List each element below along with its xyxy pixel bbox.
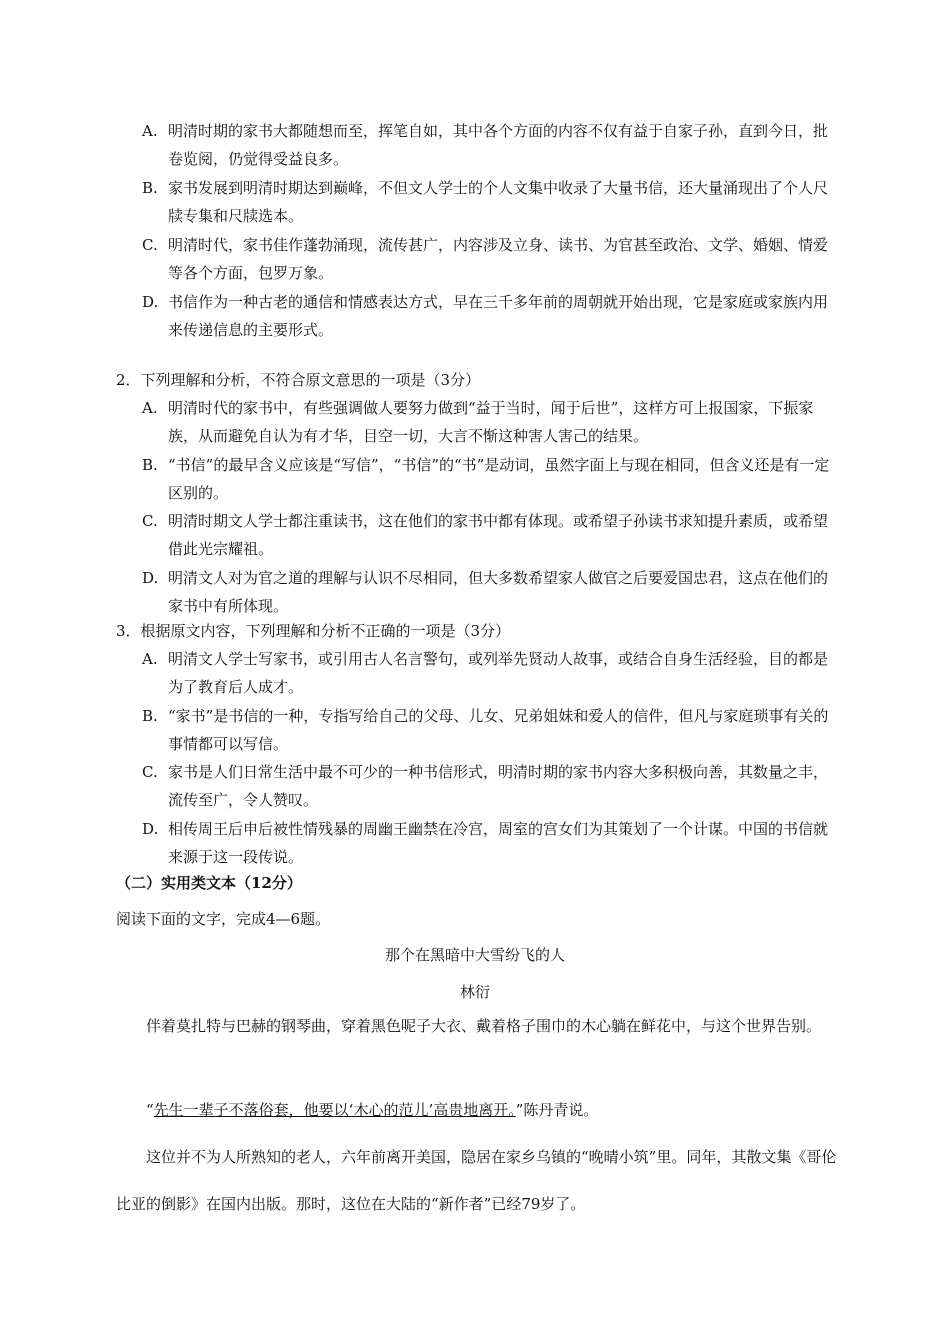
option-text: 家书发展到明清时期达到巅峰，不但文人学士的个人文集中收录了大量书信，还大量涌现出了个人尺牍专集和尺牍选本。	[168, 179, 829, 225]
option-text: 明清时代，家书佳作蓬勃涌现，流传甚广，内容涉及立身、读书、为官甚至政治、文学、婚姻、情爱等各个方面，包罗万象。	[168, 236, 829, 282]
option-label: B.	[142, 456, 158, 474]
quote-close: ”陈丹青说。	[515, 1101, 599, 1119]
option-label: D.	[142, 293, 159, 311]
option-text: 明清文人对为官之道的理解与认识不尽相同，但大多数希望家人做官之后要爱国忠君，这点在他们的家书中有所体现。	[168, 569, 829, 615]
q1-option-a	[142, 117, 842, 173]
option-text: 明清时代的家书中，有些强调做人要努力做到“益于当时，闻于后世”，这样方可上报国家，下振家族，从而避免自认为有才华，目空一切，大言不惭这种害人害己的结果。	[168, 399, 814, 445]
article-title: 那个在黑暗中大雪纷飞的人	[384, 946, 565, 964]
q3-option-c	[142, 758, 842, 814]
option-text: 书信作为一种古老的通信和情感表达方式，早在三千多年前的周朝就开始出现，它是家庭或家族内用来传递信息的主要形式。	[168, 293, 829, 339]
option-label: D.	[142, 569, 159, 587]
option-text: 明清时期的家书大都随想而至，挥笔自如，其中各个方面的内容不仅有益于自家子孙，直到今日，批卷览阅，仍觉得受益良多。	[168, 122, 829, 168]
q3-option-d	[142, 815, 842, 871]
article-paragraph-1: 伴着莫扎特与巴赫的钢琴曲，穿着黑色呢子大衣、戴着格子围巾的木心躺在鲜花中，与这个世界告别。	[146, 1017, 822, 1035]
q2-stem: 2．下列理解和分析，不符合原文意思的一项是（3分）	[116, 371, 481, 389]
article-paragraph-2	[116, 1087, 840, 1134]
q2-option-a	[142, 394, 842, 450]
option-label: C.	[142, 236, 158, 254]
option-text: “家书”是书信的一种，专指写给自己的父母、儿女、兄弟姐妹和爱人的信件，但凡与家庭琐事有关的事情都可以写信。	[168, 707, 829, 753]
option-text: 明清时期文人学士都注重读书，这在他们的家书中都有体现。或希望子孙读书求知提升素质，或希望借此光宗耀祖。	[168, 512, 829, 558]
q1-option-c	[142, 231, 842, 287]
article-paragraph-3: 这位并不为人所熟知的老人，六年前离开美国，隐居在家乡乌镇的“晚晴小筑”里。同年，其散文集《哥伦比亚的倒影》在国内出版。那时，这位在大陆的“新作者”已经79岁了。	[116, 1148, 837, 1213]
option-label: D.	[142, 820, 159, 838]
reading-instruction: 阅读下面的文字，完成4—6题。	[116, 910, 331, 928]
option-label: B.	[142, 179, 158, 197]
q3-option-b	[142, 702, 842, 758]
option-text: 明清文人学士写家书，或引用古人名言警句，或列举先贤动人故事，或结合自身生活经验，目的都是为了教育后人成才。	[168, 650, 829, 696]
q1-option-d	[142, 288, 842, 344]
q2-option-b	[142, 451, 842, 507]
option-label: C.	[142, 763, 158, 781]
option-label: C.	[142, 512, 158, 530]
option-text: 家书是人们日常生活中最不可少的一种书信形式，明清时期的家书内容大多积极向善，其数量之丰，流传至广，令人赞叹。	[168, 763, 829, 809]
option-text: 相传周王后申后被性情残暴的周幽王幽禁在冷宫，周室的宫女们为其策划了一个计谋。中国的书信就来源于这一段传说。	[168, 820, 829, 866]
q3-stem: 3．根据原文内容，下列理解和分析不正确的一项是（3分）	[116, 622, 511, 640]
option-label: B.	[142, 707, 158, 725]
q2-option-d	[142, 564, 842, 620]
q2-option-c	[142, 507, 842, 563]
quote-open: “	[146, 1101, 154, 1119]
q1-option-b	[142, 174, 842, 230]
option-label: A.	[142, 399, 158, 417]
section-heading: （二）实用类文本（12分）	[116, 874, 302, 892]
q3-option-a	[142, 645, 842, 701]
article-author: 林衍	[459, 983, 490, 1001]
option-label: A.	[142, 122, 158, 140]
option-text: “书信”的最早含义应该是“写信”，“书信”的“书”是动词，虽然字面上与现在相同，但含义还是有一定区别的。	[168, 456, 830, 502]
underlined-quote: 先生一辈子不落俗套，他要以‘木心的范儿’高贵地离开。	[153, 1101, 516, 1119]
option-label: A.	[142, 650, 158, 668]
